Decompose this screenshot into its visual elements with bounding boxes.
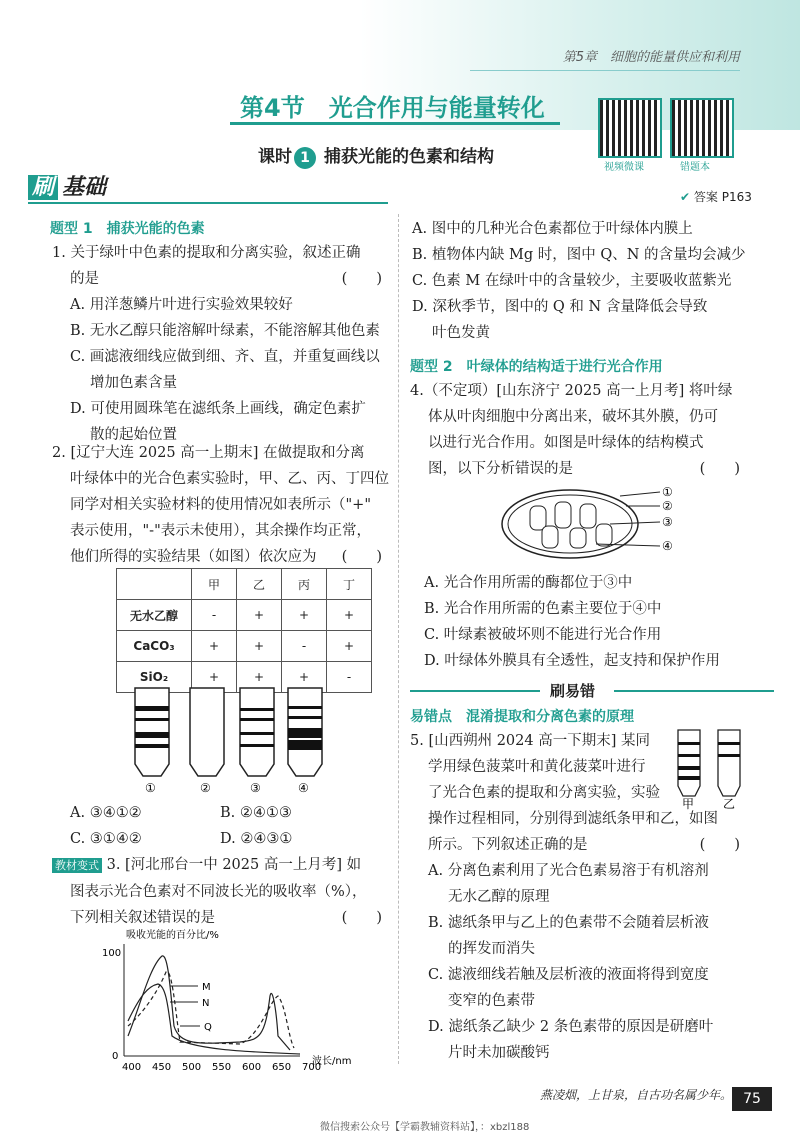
- table-header-cell: 丁: [327, 569, 372, 600]
- q2-answer-paren: ( ): [341, 549, 382, 565]
- q5-line-4: 操作过程相同，分别得到滤纸条甲和乙，如图: [428, 811, 718, 827]
- footer-quote: 燕凌烟，上甘泉，自古功名属少年。: [540, 1088, 733, 1102]
- yicuo-rule-left: [410, 690, 540, 692]
- q2-line-5: 他们所得的实验结果（如图）依次应为: [70, 549, 317, 565]
- shua-jichu-badge: [28, 170, 110, 201]
- q2-line-4: 表示使用，"-"表示未使用），其余操作均正常，: [70, 523, 371, 539]
- q2-opt-a: A. ③④①②: [70, 805, 142, 821]
- tube-label: ②: [200, 781, 211, 795]
- section-underline: [230, 122, 560, 125]
- question-2: [52, 440, 392, 570]
- q4-opt-d: D. 叶绿体外膜具有全透性，起支持和保护作用: [424, 653, 720, 669]
- table-cell: +: [192, 631, 237, 662]
- q2-table: [116, 568, 372, 693]
- yicuo-heading: 刷易错: [550, 682, 596, 700]
- q5-line-5-row: [410, 832, 770, 858]
- table-cell: +: [327, 600, 372, 631]
- chart-ylabel: 吸收光能的百分比/%: [126, 930, 219, 941]
- chart-xlabel: 波长/nm: [312, 1056, 352, 1067]
- q4-options: [424, 570, 784, 674]
- type1-heading: 题型 1 捕获光能的色素: [50, 221, 205, 237]
- question-1: [52, 240, 392, 448]
- q2-line-1: 2. [辽宁大连 2025 高一上期末] 在做提取和分离: [52, 445, 365, 461]
- page-number: 75: [732, 1087, 772, 1111]
- q3-line-1-row: [52, 852, 392, 879]
- chart-zero: 0: [112, 1051, 119, 1062]
- q4-opt-c: C. 叶绿素被破坏则不能进行光合作用: [424, 627, 662, 643]
- q4-line-4: 图，以下分析错误的是: [428, 461, 573, 477]
- table-header-row: [117, 569, 372, 600]
- tube-label: 乙: [723, 797, 736, 810]
- question-3: [52, 852, 392, 931]
- section-title: 第4节 光合作用与能量转化: [240, 94, 545, 122]
- q1-opt-c2: 增加色素含量: [90, 375, 177, 391]
- q5-opt-b1: B. 滤纸条甲与乙上的色素带不会随着层析液: [428, 915, 709, 931]
- q2-opt-b: B. ②④①③: [220, 805, 292, 821]
- q5-opt-c2: 变窄的色素带: [448, 993, 535, 1009]
- q2-opts-row-2: [70, 826, 390, 852]
- q5-opt-d1: D. 滤纸条乙缺少 2 条色素带的原因是研磨叶: [428, 1019, 714, 1035]
- q3-opt-d1: D. 深秋季节，图中的 Q 和 N 含量降低会导致: [412, 299, 708, 315]
- tube-label: ①: [145, 781, 156, 795]
- lesson-prefix: 课时: [258, 147, 292, 167]
- table-cell: -: [192, 600, 237, 631]
- tube-yi: [718, 730, 740, 796]
- type2-heading: 题型 2 叶绿体的结构适于进行光合作用: [410, 359, 663, 375]
- series-label: N: [202, 998, 210, 1009]
- q3-line-1: 3. [河北邢台一中 2025 高一上月考] 如: [106, 857, 362, 873]
- yicuodian-heading: 易错点 混淆提取和分离色素的原理: [410, 709, 634, 725]
- qr-label-wrong: 错题本: [680, 162, 710, 173]
- q3-absorption-chart: [100, 926, 360, 1076]
- tube-label: ③: [250, 781, 261, 795]
- table-cell: -: [282, 631, 327, 662]
- q4-line-2: 体从叶肉细胞中分离出来，破坏其外膜，仍可: [428, 409, 718, 425]
- q1-stem-2: 的是: [70, 271, 99, 287]
- q1-opt-d2: 散的起始位置: [90, 427, 177, 443]
- table-cell: 无水乙醇: [117, 600, 192, 631]
- table-cell: -: [327, 662, 372, 693]
- q1-opt-d1: D. 可使用圆珠笔在滤纸条上画线，确定色素扩: [70, 401, 366, 417]
- q2-options: [70, 800, 390, 852]
- q5-opt-d2: 片时未加碳酸钙: [448, 1045, 550, 1061]
- table-header-cell: [117, 569, 192, 600]
- q5-line-3: 了光合色素的提取和分离实验，实验: [428, 785, 660, 801]
- chloroplast-diagram: [500, 484, 700, 564]
- chapter-header: 第5章 细胞的能量供应和利用: [562, 50, 740, 65]
- answer-ref: [680, 188, 752, 205]
- band: [718, 754, 740, 757]
- q2-opt-d: D. ②④③①: [220, 831, 293, 847]
- struct-label: ①: [662, 485, 673, 499]
- struct-label: ④: [662, 539, 673, 553]
- q5-tube-figure: [672, 726, 782, 810]
- table-header-cell: 乙: [237, 569, 282, 600]
- qr-code-wrong[interactable]: [670, 98, 734, 158]
- q3-options: [412, 216, 772, 346]
- chart-ytick: 100: [102, 948, 122, 959]
- band: [678, 766, 700, 770]
- q1-opt-b: B. 无水乙醇只能溶解叶绿素，不能溶解其他色素: [70, 323, 380, 339]
- q4-opt-b: B. 光合作用所需的色素主要位于④中: [424, 601, 662, 617]
- q4-answer-paren: ( ): [699, 461, 740, 477]
- q1-stem-2-row: [52, 266, 392, 292]
- x-tick-label: 650: [272, 1062, 292, 1073]
- x-tick-label: 700: [302, 1062, 322, 1073]
- q5-line-2: 学用绿色菠菜叶和黄化菠菜叶进行: [428, 759, 646, 775]
- x-tick-label: 550: [212, 1062, 232, 1073]
- struct-label: ②: [662, 499, 673, 513]
- table-cell: +: [237, 600, 282, 631]
- question-4: [410, 378, 770, 482]
- q4-line-4-row: [410, 456, 770, 482]
- x-tick-label: 500: [182, 1062, 202, 1073]
- q4-opt-a: A. 光合作用所需的酶都位于③中: [424, 575, 633, 591]
- table-cell: +: [237, 662, 282, 693]
- jichu-text: 基础: [62, 175, 107, 200]
- table-cell: +: [327, 631, 372, 662]
- basic-rule: [28, 202, 388, 204]
- q4-line-3: 以进行光合作用。如图是叶绿体的结构模式: [428, 435, 704, 451]
- table-row: [117, 631, 372, 662]
- table-cell: +: [237, 631, 282, 662]
- q3-opt-a: A. 图中的几种光合色素都位于叶绿体内膜上: [412, 221, 693, 237]
- q2-tube-figure: [120, 684, 340, 796]
- table-cell: SiO₂: [117, 662, 192, 693]
- q5-answer-paren: ( ): [699, 837, 740, 853]
- check-icon: ✔: [680, 190, 691, 204]
- table-row: [117, 600, 372, 631]
- q3-opt-b: B. 植物体内缺 Mg 时，图中 Q、N 的含量均会减少: [412, 247, 746, 263]
- yicuo-rule-right: [614, 690, 774, 692]
- footer-wechat: 微信搜索公众号【学霸教辅资料站】，：xbzl188: [320, 1122, 530, 1133]
- x-tick-label: 600: [242, 1062, 262, 1073]
- q1-opt-a: A. 用洋葱鳞片叶进行实验效果较好: [70, 297, 293, 313]
- q1-opt-c1: C. 画滤液细线应做到细、齐、直，并重复画线以: [70, 349, 380, 365]
- q2-line-2: 叶绿体中的光合色素实验时，甲、乙、丙、丁四位: [70, 471, 389, 487]
- tube-label: 甲: [682, 797, 695, 810]
- leader-1: [620, 492, 660, 496]
- q3-line-3: 下列相关叙述错误的是: [70, 910, 215, 926]
- q1-stem-1: 1. 关于绿叶中色素的提取和分离实验，叙述正确: [52, 245, 361, 261]
- q5-opt-c1: C. 滤液细线若触及层析液的液面将得到宽度: [428, 967, 709, 983]
- table-cell: CaCO₃: [117, 631, 192, 662]
- q2-opt-c: C. ③①④②: [70, 831, 142, 847]
- q3-opt-c: C. 色素 M 在绿叶中的含量较少，主要吸收蓝紫光: [412, 273, 732, 289]
- lesson-title: [258, 142, 494, 169]
- chart-xticks: [122, 1062, 321, 1073]
- qr-label-video: 视频微课: [604, 162, 644, 173]
- chapter-rule: [470, 70, 740, 71]
- table-cell: +: [282, 662, 327, 693]
- q5-opt-a1: A. 分离色素利用了光合色素易溶于有机溶剂: [428, 863, 709, 879]
- lesson-number: 1: [294, 147, 316, 169]
- q2-line-3: 同学对相关实验材料的使用情况如表所示（"+": [70, 497, 371, 513]
- tube-jia: [678, 730, 700, 796]
- q5-opt-a2: 无水乙醇的原理: [448, 889, 550, 905]
- q3-answer-paren: ( ): [341, 910, 382, 926]
- table-header-cell: 甲: [192, 569, 237, 600]
- tube-label: ④: [298, 781, 309, 795]
- lesson-name: 捕获光能的色素和结构: [324, 147, 494, 167]
- x-tick-label: 400: [122, 1062, 142, 1073]
- tube-3: [240, 688, 274, 776]
- curve-n: [128, 972, 294, 1048]
- answer-text: 答案 P163: [693, 190, 752, 204]
- q2-opts-row-1: [70, 800, 390, 826]
- q5-line-5: 所示。下列叙述正确的是: [428, 837, 588, 853]
- q3-line-2: 图表示光合色素对不同波长光的吸收率（%），: [70, 884, 367, 900]
- band: [678, 754, 700, 757]
- q1-answer-paren: ( ): [341, 271, 382, 287]
- q3-opt-d2: 叶色发黄: [432, 325, 490, 341]
- shua-char: 刷: [28, 175, 58, 200]
- table-cell: +: [192, 662, 237, 693]
- band: [678, 742, 700, 745]
- x-tick-label: 450: [152, 1062, 172, 1073]
- band: [678, 776, 700, 780]
- tube-4: [288, 688, 322, 776]
- qr-code-video[interactable]: [598, 98, 662, 158]
- q3-tag: 教材变式: [52, 858, 102, 873]
- series-label: Q: [204, 1022, 212, 1033]
- tube-2: [190, 688, 224, 776]
- q5-opt-b2: 的挥发而消失: [448, 941, 535, 957]
- struct-label: ③: [662, 515, 673, 529]
- q4-line-1: 4.（不定项）[山东济宁 2025 高一上月考] 将叶绿: [410, 383, 733, 399]
- band: [718, 742, 740, 745]
- q5-line-1: 5. [山西朔州 2024 高一下期末] 某同: [410, 733, 650, 749]
- column-divider: [398, 214, 400, 1064]
- q2-line-5-row: [52, 544, 392, 570]
- series-label: M: [202, 982, 211, 993]
- table-cell: +: [282, 600, 327, 631]
- table-header-cell: 丙: [282, 569, 327, 600]
- tube-1: [135, 688, 169, 776]
